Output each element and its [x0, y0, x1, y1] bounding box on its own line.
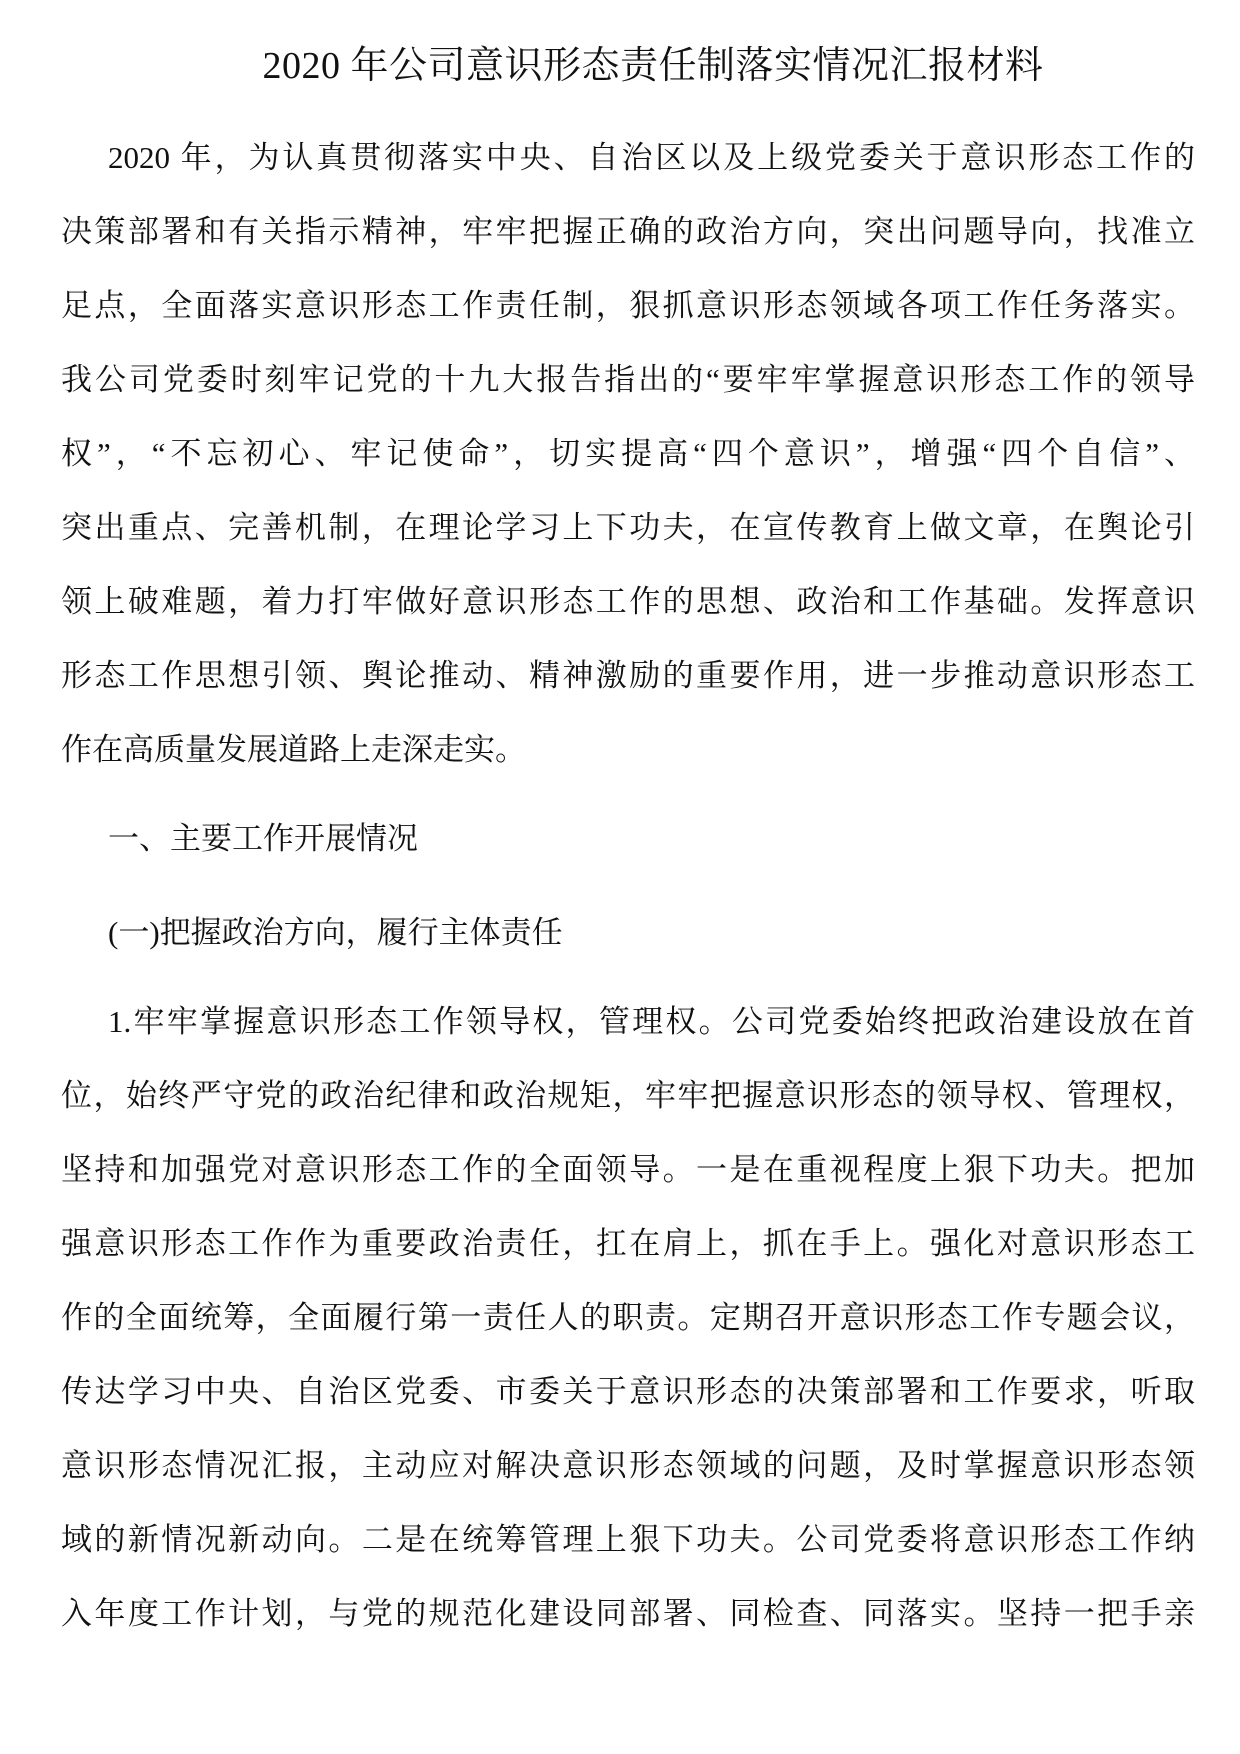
- paragraph-line: 作的全面统筹，全面履行第一责任人的职责。定期召开意识形态工作专题会议，: [61, 1300, 1195, 1335]
- paragraph-line: 我公司党委时刻牢记党的十九大报告指出的“要牢牢掌握意识形态工作的领导: [61, 362, 1195, 397]
- paragraph-line: 足点，全面落实意识形态工作责任制，狠抓意识形态领域各项工作任务落实。: [61, 288, 1195, 323]
- intro-paragraph: [61, 121, 1195, 787]
- paragraph-line: 作在高质量发展道路上走深走实。: [61, 732, 526, 767]
- paragraph-line: 1.牢牢掌握意识形态工作领导权，管理权。公司党委始终把政治建设放在首: [108, 1004, 1195, 1039]
- page-title: 2020 年公司意识形态责任制落实情况汇报材料: [262, 45, 1044, 87]
- section-heading: 一、主要工作开展情况: [108, 821, 418, 856]
- subsection-heading: (一)把握政治方向，履行主体责任: [108, 915, 563, 950]
- paragraph-line: 坚持和加强党对意识形态工作的全面领导。一是在重视程度上狠下功夫。把加: [61, 1152, 1195, 1187]
- paragraph-line: 入年度工作计划，与党的规范化建设同部署、同检查、同落实。坚持一把手亲: [61, 1596, 1195, 1631]
- paragraph-line: 位，始终严守党的政治纪律和政治规矩，牢牢把握意识形态的领导权、管理权，: [61, 1078, 1195, 1113]
- paragraph-line: 决策部署和有关指示精神，牢牢把握正确的政治方向，突出问题导向，找准立: [61, 214, 1195, 249]
- paragraph-line: 传达学习中央、自治区党委、市委关于意识形态的决策部署和工作要求，听取: [61, 1374, 1195, 1409]
- subsection-heading-block: [61, 896, 1195, 970]
- paragraph-line: 意识形态情况汇报，主动应对解决意识形态领域的问题，及时掌握意识形态领: [61, 1448, 1195, 1483]
- paragraph-line: 形态工作思想引领、舆论推动、精神激励的重要作用，进一步推动意识形态工: [61, 658, 1195, 693]
- paragraph-line: 突出重点、完善机制，在理论学习上下功夫，在宣传教育上做文章，在舆论引: [61, 510, 1195, 545]
- paragraph-line: 域的新情况新动向。二是在统筹管理上狠下功夫。公司党委将意识形态工作纳: [61, 1522, 1195, 1557]
- section-heading-block: [61, 802, 1195, 876]
- paragraph-line: 领上破难题，着力打牢做好意识形态工作的思想、政治和工作基础。发挥意识: [61, 584, 1195, 619]
- paragraph-line: 2020 年，为认真贯彻落实中央、自治区以及上级党委关于意识形态工作的: [108, 140, 1195, 175]
- item-paragraph: [61, 985, 1195, 1651]
- paragraph-line: 权”，“不忘初心、牢记使命”，切实提高“四个意识”，增强“四个自信”、: [61, 436, 1195, 471]
- paragraph-line: 强意识形态工作作为重要政治责任，扛在肩上，抓在手上。强化对意识形态工: [61, 1226, 1195, 1261]
